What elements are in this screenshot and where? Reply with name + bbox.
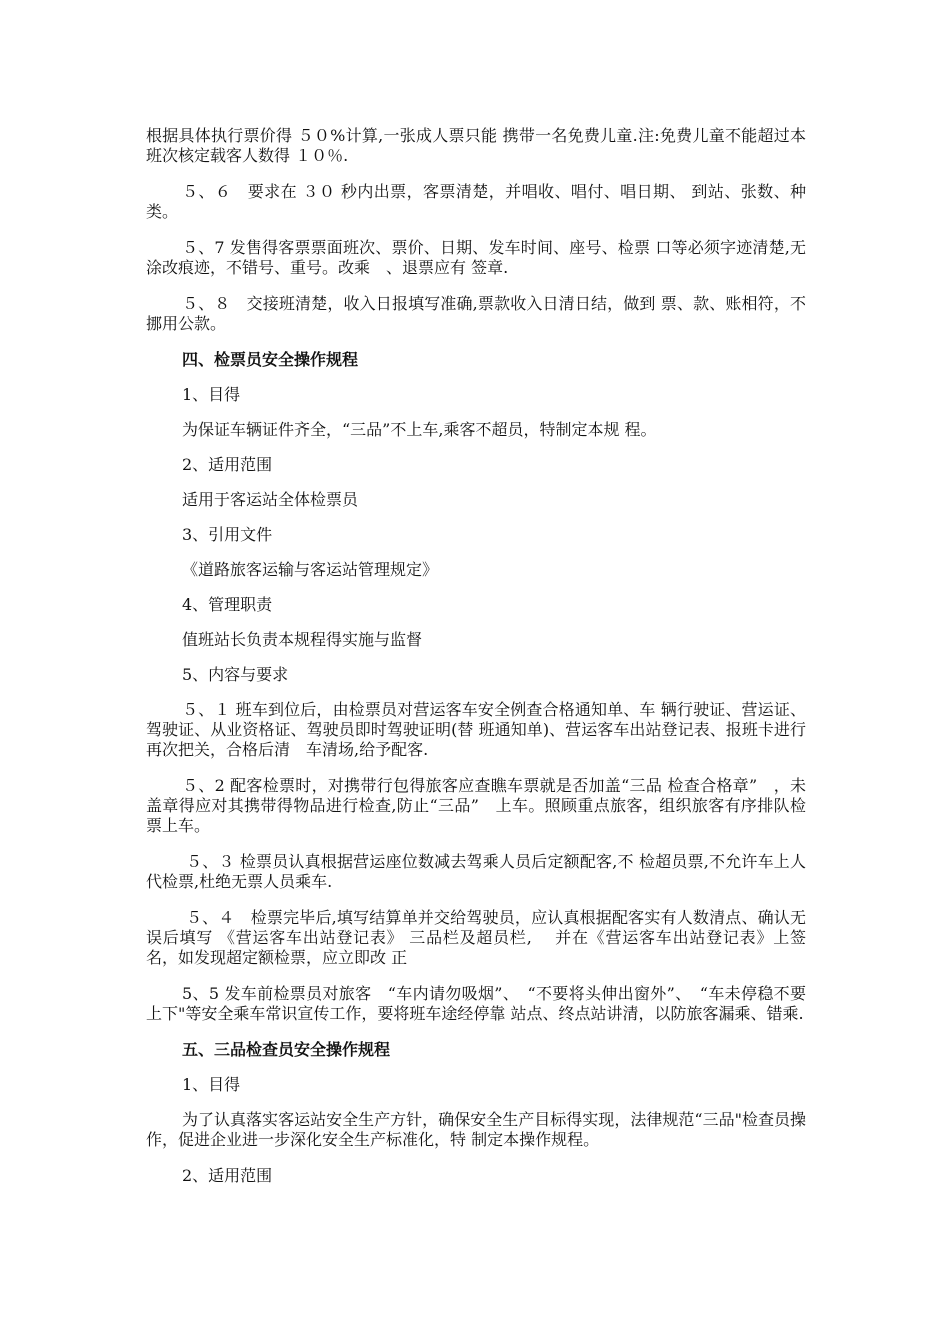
paragraph-4-5-4: ５、４ 检票完毕后,填写结算单并交给驾驶员，应认真根据配客实有人数清点、确认无误后填写 《营运客车出站登记表》 三品栏及超员栏, 并在《营运客车出站登记表》上签名，如发现超定额检票，应立即改 正 [146, 908, 806, 967]
section5-item2-label: 2、适用范围 [182, 1166, 273, 1185]
section4-item3-text: 《道路旅客运输与客运站管理规定》 [182, 560, 439, 579]
paragraph-4-5-1: ５、１ 班车到位后，由检票员对营运客车安全例查合格通知单、车 辆行驶证、营运证、驾驶证、从业资格证、驾驶员即时驾驶证明(替 班通知单)、营运客车出站登记表、报班卡进行再次把关，合格后清 车清场,给予配客. [146, 700, 806, 759]
paragraph-4-5-3: ５、３ 检票员认真根据营运座位数减去驾乘人员后定额配客,不 检超员票,不允许车上人代检票,杜绝无票人员乘车. [146, 852, 806, 891]
section-heading-ticket-inspector: 四、检票员安全操作规程 [182, 350, 359, 369]
section4-item2-label: 2、适用范围 [182, 455, 273, 474]
section4-item5-label: 5、内容与要求 [182, 665, 289, 684]
section4-item4-label: 4、管理职责 [182, 595, 273, 614]
paragraph-5-6: ５、６ 要求在 ３０ 秒内出票，客票清楚，并唱收、唱付、唱日期、 到站、张数、种类。 [146, 182, 806, 221]
section5-item1-text: 为了认真落实客运站安全生产方针，确保安全生产目标得实现，法律规范“三品"检查员操作，促进企业进一步深化安全生产标准化，特 制定本操作规程。 [146, 1110, 806, 1149]
paragraph-5-7: ５、7 发售得客票票面班次、票价、日期、发车时间、座号、检票 口等必须字迹清楚,无涂改痕迹，不错号、重号。改乘 、退票应有 签章. [146, 238, 806, 277]
section4-item3-label: 3、引用文件 [182, 525, 273, 544]
section4-item2-text: 适用于客运站全体检票员 [182, 490, 359, 509]
section4-item4-text: 值班站长负责本规程得实施与监督 [182, 630, 423, 649]
document-body [146, 126, 806, 1201]
paragraph-4-5-2: ５、2 配客检票时，对携带行包得旅客应查瞧车票就是否加盖“三品 检查合格章” ，未盖章得应对其携带得物品进行检查,防止“三品” 上车。照顾重点旅客，组织旅客有序排队检票上车。 [146, 776, 806, 835]
section5-item1-label: 1、目得 [182, 1075, 241, 1094]
paragraph-4-5-5: 5、5 发车前检票员对旅客 “车内请勿吸烟”、 “不要将头伸出窗外”、 “车未停稳不要上下"等安全乘车常识宣传工作，要将班车途经停靠 站点、终点站讲清，以防旅客漏乘、错乘. [146, 984, 806, 1023]
section-heading-three-items-inspector: 五、三品检查员安全操作规程 [182, 1040, 391, 1059]
paragraph-ticket-price: 根据具体执行票价得 ５０%计算,一张成人票只能 携带一名免费儿童.注:免费儿童不能超过本班次核定载客人数得 １０％. [146, 126, 806, 165]
paragraph-5-8: ５、８ 交接班清楚，收入日报填写准确,票款收入日清日结，做到 票、款、账相符，不挪用公款。 [146, 294, 806, 333]
section4-item1-text: 为保证车辆证件齐全，“三品”不上车,乘客不超员，特制定本规 程。 [182, 420, 657, 439]
section4-item1-label: 1、目得 [182, 385, 241, 404]
